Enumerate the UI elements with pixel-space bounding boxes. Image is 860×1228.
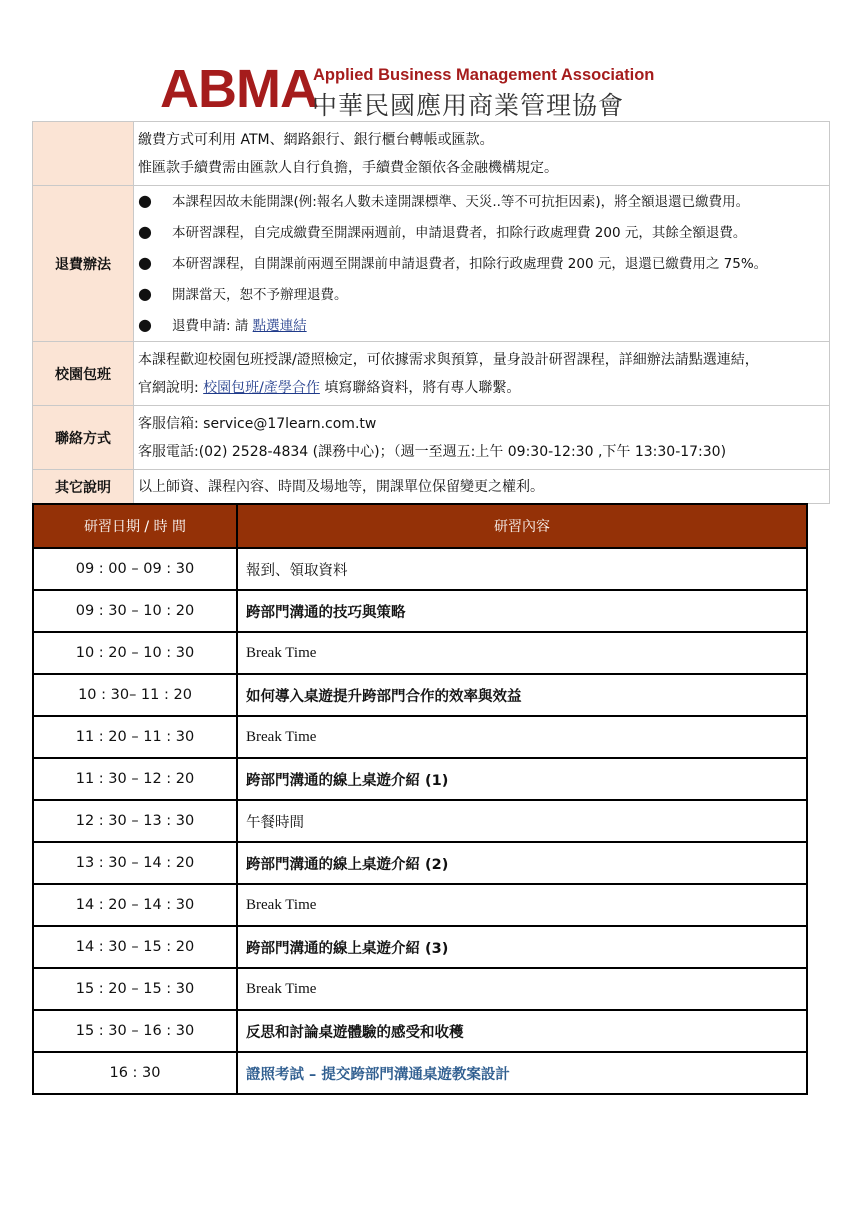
refund-item: ● 本研習課程，自開課前兩週至開課前申請退費者，扣除行政處理費 200 元，退還已繳費用之 75%。 — [138, 248, 829, 279]
campus-row — [33, 342, 830, 406]
schedule-time: 14 : 30 – 15 : 20 — [33, 926, 237, 968]
schedule-time: 13 : 30 – 14 : 20 — [33, 842, 237, 884]
schedule-row — [33, 1052, 807, 1094]
schedule-row — [33, 674, 807, 716]
refund-row — [33, 186, 830, 342]
schedule-row — [33, 842, 807, 884]
campus-link[interactable]: 校園包班/產學合作 — [203, 379, 320, 396]
schedule-content: 反思和討論桌遊體驗的感受和收穫 — [237, 1010, 807, 1052]
schedule-row — [33, 716, 807, 758]
schedule-row — [33, 884, 807, 926]
refund-apply: ● 退費申請: 請 點選連結 — [138, 310, 829, 341]
bullet-icon: ● — [138, 284, 152, 303]
schedule-content: Break Time — [237, 716, 807, 758]
abma-logo — [160, 59, 655, 120]
other-row — [33, 470, 830, 504]
schedule-row — [33, 926, 807, 968]
schedule-time: 14 : 20 – 14 : 30 — [33, 884, 237, 926]
bullet-icon: ● — [138, 222, 152, 241]
bullet-icon: ● — [138, 191, 152, 210]
schedule-time: 09 : 30 – 10 : 20 — [33, 590, 237, 632]
schedule-table — [32, 503, 808, 1095]
schedule-content: Break Time — [237, 968, 807, 1010]
schedule-content: 跨部門溝通的線上桌遊介紹 (3) — [237, 926, 807, 968]
refund-item: ● 開課當天，恕不予辦理退費。 — [138, 279, 829, 310]
schedule-time: 12 : 30 – 13 : 30 — [33, 800, 237, 842]
contact-phone: 客服電話:(02) 2528-4834 (課務中心)；（週一至週五:上午 09:30-12:30 ,下午 13:30-17:30) — [138, 443, 727, 460]
contact-email: 客服信箱: service@17learn.com.tw — [138, 415, 377, 432]
schedule-time: 16 : 30 — [33, 1052, 237, 1094]
payment-line-1: 繳費方式可利用 ATM、網路銀行、銀行櫃台轉帳或匯款。 — [138, 131, 494, 148]
schedule-time: 10 : 20 – 10 : 30 — [33, 632, 237, 674]
bullet-icon: ● — [138, 315, 152, 334]
schedule-row — [33, 800, 807, 842]
info-table — [32, 121, 830, 504]
other-text: 以上師資、課程內容、時間及場地等，開課單位保留變更之權利。 — [138, 478, 544, 495]
refund-item: ● 本研習課程，自完成繳費至開課兩週前，申請退費者，扣除行政處理費 200 元，其餘全額退費。 — [138, 217, 829, 248]
refund-item: ● 本課程因故未能開課(例:報名人數未達開課標準、天災..等不可抗拒因素)，將全額退還已繳費用。 — [138, 186, 829, 217]
schedule-row — [33, 632, 807, 674]
schedule-time: 10 : 30– 11 : 20 — [33, 674, 237, 716]
schedule-time: 09 : 00 – 09 : 30 — [33, 548, 237, 590]
campus-label: 校園包班 — [33, 342, 134, 406]
schedule-content: 如何導入桌遊提升跨部門合作的效率與效益 — [237, 674, 807, 716]
schedule-time: 15 : 20 – 15 : 30 — [33, 968, 237, 1010]
campus-line-1: 本課程歡迎校園包班授課/證照檢定，可依據需求與預算，量身設計研習課程，詳細辦法請點選連結， — [138, 351, 759, 368]
schedule-header-row — [33, 504, 807, 548]
org-name-chinese: 中華民國應用商業管理協會 — [312, 91, 625, 120]
schedule-time: 11 : 20 – 11 : 30 — [33, 716, 237, 758]
contact-row — [33, 406, 830, 470]
payment-label — [33, 122, 134, 186]
org-name-english: Applied Business Management Association — [313, 66, 655, 84]
payment-row — [33, 122, 830, 186]
contact-label: 聯絡方式 — [33, 406, 134, 470]
schedule-row — [33, 590, 807, 632]
schedule-row — [33, 548, 807, 590]
schedule-time: 15 : 30 – 16 : 30 — [33, 1010, 237, 1052]
campus-line-2: 官網說明: 校園包班/產學合作 填寫聯絡資料，將有專人聯繫。 — [138, 379, 521, 396]
logo-abma-text: ABMA — [160, 59, 318, 119]
schedule-content: 跨部門溝通的線上桌遊介紹 (1) — [237, 758, 807, 800]
column-header-time: 研習日期 / 時 間 — [33, 504, 237, 548]
column-header-content: 研習內容 — [237, 504, 807, 548]
schedule-content: Break Time — [237, 632, 807, 674]
schedule-time: 11 : 30 – 12 : 20 — [33, 758, 237, 800]
schedule-content: 跨部門溝通的技巧與策略 — [237, 590, 807, 632]
schedule-content: 證照考試 – 提交跨部門溝通桌遊教案設計 — [237, 1052, 807, 1094]
schedule-content: Break Time — [237, 884, 807, 926]
schedule-row — [33, 758, 807, 800]
refund-apply-link[interactable]: 點選連結 — [252, 318, 307, 334]
bullet-icon: ● — [138, 253, 152, 272]
payment-line-2: 惟匯款手續費需由匯款人自行負擔，手續費金額依各金融機構規定。 — [138, 159, 558, 176]
schedule-content: 報到、領取資料 — [237, 548, 807, 590]
schedule-row — [33, 1010, 807, 1052]
other-label: 其它說明 — [33, 470, 134, 504]
schedule-content: 跨部門溝通的線上桌遊介紹 (2) — [237, 842, 807, 884]
refund-label: 退費辦法 — [33, 186, 134, 342]
schedule-row — [33, 968, 807, 1010]
schedule-content: 午餐時間 — [237, 800, 807, 842]
